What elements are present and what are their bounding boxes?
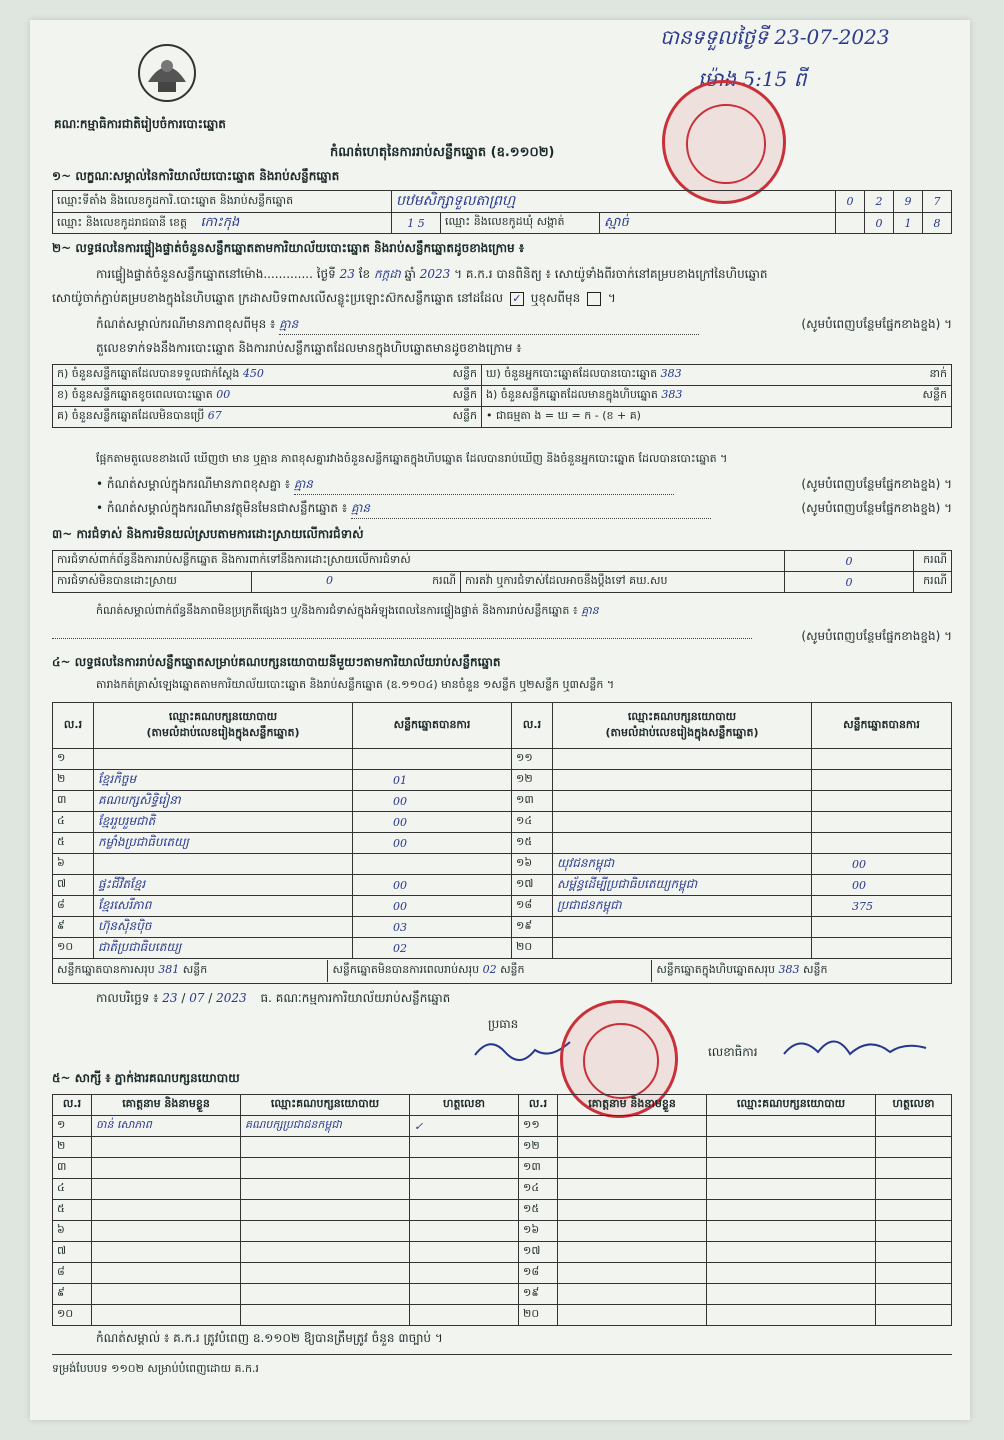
commune-code: 0: [865, 213, 894, 234]
witness-signature: [876, 1221, 952, 1242]
witness-no: ១១: [519, 1116, 558, 1137]
rows-intro: តួលេខទាក់ទងនឹងការបោះឆ្នោត និងការរាប់សន្លឹកឆ្នោតដែលមានក្នុងហិបឆ្នោតមានដូចខាងក្រោម ៖: [96, 341, 522, 355]
party-name: [553, 770, 812, 791]
witness-signature: [410, 1179, 519, 1200]
witness-name: [92, 1179, 241, 1200]
total-invalid-cell: សន្លឹកឆ្នោតមិនបានការពេលរាប់សរុប 02 សន្លឹក: [328, 960, 652, 982]
province-code: 5: [417, 216, 425, 230]
witness-signature: [410, 1263, 519, 1284]
month-value: កក្កដា: [374, 267, 401, 281]
party-no: ៦: [53, 854, 94, 875]
witness-no: ១៩: [519, 1284, 558, 1305]
party-votes: 01: [353, 770, 512, 791]
witness-name: [558, 1305, 707, 1326]
party-name: ជាតិប្រជាធិបតេយ្យ: [94, 938, 353, 959]
witness-no: ៧: [53, 1242, 92, 1263]
witness-no: ២: [53, 1137, 92, 1158]
party-votes: 03: [353, 917, 512, 938]
place-value: បឋមសិក្សាទួលតាព្រហ្ម: [392, 191, 836, 213]
witness-no: ១៣: [519, 1158, 558, 1179]
witness-no: ៤: [53, 1179, 92, 1200]
witness-party: [707, 1200, 876, 1221]
witness-signature: [410, 1284, 519, 1305]
discrepancy-note: • កំណត់សម្គាល់ក្នុងករណីមានភាពខុសគ្នា ៖ គ្មាន (សូមបំពេញបន្ថែមផ្នែកខាងខ្នង) ។: [96, 476, 952, 495]
party-no: ១៥: [512, 833, 553, 854]
total-valid: 381: [158, 963, 180, 976]
party-name: [553, 749, 812, 770]
appeal-label: ការតវ៉ា ឬការជំទាស់ដែលអាចនឹងប្តឹងទៅ គឃ.សប: [461, 572, 785, 593]
witness-party: គណបក្សប្រជាជនកម្ពុជា: [241, 1116, 410, 1137]
chair-label: ប្រធាន: [488, 1017, 519, 1031]
party-no: ១០: [53, 938, 94, 959]
party-no: ១៦: [512, 854, 553, 875]
witness-party: [241, 1284, 410, 1305]
party-name: [553, 938, 812, 959]
witness-name: [558, 1179, 707, 1200]
official-seal: [662, 80, 786, 204]
witness-no: ១: [53, 1116, 92, 1137]
formula: • ជាធម្មតា ង = ឃ = ក - (ខ + គ): [482, 407, 952, 428]
witness-signature: [410, 1305, 519, 1326]
party-name: ផ្ទះជីវិតខ្មែរ: [94, 875, 353, 896]
witness-no: ៣: [53, 1158, 92, 1179]
party-votes: 00: [353, 791, 512, 812]
form-page: [30, 20, 970, 1420]
witness-party: [241, 1242, 410, 1263]
table-row: [53, 917, 952, 938]
witness-signature: [876, 1305, 952, 1326]
total-box-cell: សន្លឹកឆ្នោតក្នុងហិបឆ្នោតសរុប 383 សន្លឹក: [656, 963, 828, 976]
witness-name: [92, 1158, 241, 1179]
table-row: [53, 1179, 952, 1200]
witness-name: [558, 1158, 707, 1179]
witness-name: [92, 1305, 241, 1326]
secretary-label: លេខាធិការ: [708, 1045, 758, 1059]
difference-note: កំណត់សម្គាល់ករណីមានភាពខុសពីមុន ៖ គ្មាន (សូមបំពេញបន្ថែមផ្នែកខាងខ្នង) ។: [96, 316, 952, 335]
party-no: ១៨: [512, 896, 553, 917]
table-row: [53, 791, 952, 812]
appeal-count: 0: [785, 572, 914, 593]
witness-no: ១៨: [519, 1263, 558, 1284]
witness-name: [92, 1221, 241, 1242]
irregularity-note: កំណត់សម្គាល់ពាក់ព័ន្ធនឹងភាពមិនប្រក្រតីផ្សេងៗ ឬ/និងការជំទាស់ក្នុងអំឡុងពេលនៃការផ្ទៀងផ្ទាត់ និងការរាប់សន្លឹកឆ្នោត ៖ គ្មាន: [96, 604, 599, 617]
party-no: ១១: [512, 749, 553, 770]
date-year: 2023: [216, 991, 247, 1005]
section2-title: ២~ លទ្ធផលនៃការផ្ទៀងផ្ទាត់ចំនួនសន្លឹកឆ្នោតតាមការិយាល័យបោះឆ្នោត និងរាប់សន្លឹកឆ្នោតដូចខាងក្រោម ៖: [52, 241, 525, 255]
witness-party: [241, 1263, 410, 1284]
witness-signature: [876, 1116, 952, 1137]
foreign-object-note-value: គ្មាន: [351, 500, 711, 519]
witness-party: [241, 1305, 410, 1326]
province-label: ឈ្មោះ និងលេខកូដរាជធានី ខេត្ត: [57, 215, 187, 229]
objection-label: ការជំទាស់ពាក់ព័ន្ធនឹងការរាប់សន្លឹកឆ្នោត និងការពាក់ទៅនឹងការដោះស្រាយលើការជំទាស់: [53, 551, 785, 572]
party-no: ១២: [512, 770, 553, 791]
compare-line: ផ្អែកតាមតួលេខខាងលើ ឃើញថា មាន ឬគ្មាន ភាពខុសគ្នារវាងចំនួនសន្លឹកឆ្នោតក្នុងហិបឆ្នោត ដែលបានរាប់ឃើញ និងចំនួនអ្នកបោះឆ្នោត ដែលបានបោះឆ្នោត ។: [96, 452, 728, 465]
section3-title: ៣~ ការជំទាស់ និងការមិនយល់ស្របតាមការដោះស្រាយលើការជំទាស់: [52, 527, 364, 541]
seal-check-line: សោយ៉ូចាក់ភ្ជាប់គម្របខាងក្នុងនៃហិបឆ្នោត ក្រដាសបិទពាសលើសន្លូះប្រឡោះស៊កសន្លឹកឆ្នោត នៅដដែល ✓ ឬខុសពីមុន ។: [52, 291, 616, 305]
table-row: [53, 854, 952, 875]
party-name: [553, 833, 812, 854]
witness-signature: [876, 1137, 952, 1158]
party-votes: 00: [353, 896, 512, 917]
witness-no: ១០: [53, 1305, 92, 1326]
witness-party: [707, 1263, 876, 1284]
party-name: ប្រជាជនកម្ពុជា: [553, 896, 812, 917]
voters-count: 383: [660, 367, 682, 380]
witness-rows: [53, 1116, 952, 1326]
witness-party: [707, 1179, 876, 1200]
col-no: ល.រ: [53, 703, 94, 749]
province-code: 1: [407, 216, 415, 230]
objection-table: ការជំទាស់ពាក់ព័ន្ធនឹងការរាប់សន្លឹកឆ្នោត និងការពាក់ទៅនឹងការដោះស្រាយលើការជំទាស់ 0 ករណី ការជំទាស់មិនបានដោះស្រាយ 0 ករណី ការតវ៉ា ឬការជំទាស់ដែលអាចនឹងប្តឹងទៅ គឃ.សប 0 ករណី: [52, 550, 952, 593]
unchanged-checkbox[interactable]: ✓: [510, 292, 524, 306]
witness-name: [558, 1221, 707, 1242]
witness-signature: [410, 1158, 519, 1179]
ballot-count-table: ក) ចំនួនសន្លឹកឆ្នោតដែលបានទទួលជាក់ស្តែង 450 សន្លឹក ឃ) ចំនួនអ្នកបោះឆ្នោតដែលបានបោះឆ្នោត 383 នាក់ ខ) ចំនួនសន្លឹកឆ្នោតខូចពេលបោះឆ្នោត 00 សន្លឹក ង) ចំនួនសន្លឹកឆ្នោតដែលមានក្នុងហិបឆ្នោត 383 សន្លឹក គ) ចំនួនសន្លឹកឆ្នោតដែលមិនបានប្រើ 67 សន្លឹក • ជាធម្មតា ង = ឃ = ក - (ខ + គ): [52, 364, 952, 428]
witness-party: [707, 1284, 876, 1305]
table-row: [53, 938, 952, 959]
party-votes: [812, 791, 952, 812]
witness-party: [707, 1242, 876, 1263]
party-votes: 02: [353, 938, 512, 959]
received-count: 450: [242, 367, 264, 380]
unresolved-label: ការជំទាស់មិនបានដោះស្រាយ: [53, 572, 252, 593]
table-row: [53, 896, 952, 917]
place-label: ឈ្មោះទីតាំង និងលេខកូដការិ.បោះឆ្នោត និងរាប់សន្លឹកឆ្នោត: [53, 191, 392, 213]
party-votes: [812, 812, 952, 833]
witness-name: [558, 1263, 707, 1284]
code-digit: 9: [894, 191, 923, 213]
witness-name: [92, 1137, 241, 1158]
witness-signature: [876, 1179, 952, 1200]
party-no: ៩: [53, 917, 94, 938]
witness-signature: [876, 1263, 952, 1284]
received-note: បានទទួលថ្ងៃទី 23-07-2023: [660, 25, 890, 49]
irregularity-fill-line: (សូមបំពេញបន្ថែមផ្នែកខាងខ្នង) ។: [52, 628, 952, 646]
party-name: យុវជនកម្ពុជា: [553, 854, 812, 875]
table-row: [53, 770, 952, 791]
party-votes: [812, 770, 952, 791]
difference-note-value: គ្មាន: [279, 316, 699, 335]
witness-no: ៨: [53, 1263, 92, 1284]
party-name: គណបក្សសិទ្ធិរៀនា: [94, 791, 353, 812]
witness-no: ៦: [53, 1221, 92, 1242]
witness-party: [707, 1305, 876, 1326]
party-name: ខ្មែរកិច្ចម: [94, 770, 353, 791]
table-row: [53, 875, 952, 896]
witness-name: [92, 1242, 241, 1263]
witness-name: [558, 1116, 707, 1137]
results-rows: [53, 749, 952, 959]
location-table: [52, 190, 952, 234]
commune-code: 1: [894, 213, 923, 234]
form-title: កំណត់ហេតុនៃការរាប់សន្លឹកឆ្នោត (ឧ.១១០២): [330, 145, 555, 160]
committee-name: គណៈកម្មាធិការជាតិរៀបចំការបោះឆ្នោត: [54, 117, 226, 131]
table-row: [53, 1137, 952, 1158]
party-no: ៥: [53, 833, 94, 854]
party-name: [553, 917, 812, 938]
objection-count: 0: [785, 551, 914, 572]
verification-line: ការផ្ទៀងផ្ទាត់ចំនួនសន្លឹកឆ្នោតនៅម៉ោង............. ថ្ងៃទី 23 ខែ កក្កដា ឆ្នាំ 2023 ។ គ.ក.រ បានពិនិត្យ ៖ សោយ៉ូទាំងពីរចាក់នៅគម្របខាងក្រៅនៃហិបឆ្នោត: [96, 267, 768, 281]
party-votes: [353, 854, 512, 875]
party-name: ខ្មែរសេរីភាព: [94, 896, 353, 917]
party-name: ហ៊ុនស៊ិនប៉ិច: [94, 917, 353, 938]
witness-party: [241, 1200, 410, 1221]
table-row: [53, 833, 952, 854]
party-votes: 00: [353, 812, 512, 833]
witness-signature: [410, 1242, 519, 1263]
changed-checkbox[interactable]: [587, 292, 601, 306]
witness-no: ៥: [53, 1200, 92, 1221]
party-no: ១: [53, 749, 94, 770]
commune-code: 8: [923, 213, 952, 234]
party-no: ១៩: [512, 917, 553, 938]
party-name: ខ្មែររួបរួមជាតិ: [94, 812, 353, 833]
party-no: ២០: [512, 938, 553, 959]
table-row: [53, 1263, 952, 1284]
witness-no: ១២: [519, 1137, 558, 1158]
party-no: ៨: [53, 896, 94, 917]
party-name: [94, 854, 353, 875]
party-votes: [812, 938, 952, 959]
witness-name: ចាន់ សោភាព: [92, 1116, 241, 1137]
footer-divider: [52, 1354, 952, 1355]
day-value: 23: [339, 267, 355, 281]
total-valid-cell: សន្លឹកឆ្នោតបានការសរុប 381 សន្លឹក: [53, 960, 328, 982]
party-no: ១៧: [512, 875, 553, 896]
code-digit: 2: [865, 191, 894, 213]
party-votes: [812, 917, 952, 938]
party-no: ១៤: [512, 812, 553, 833]
witness-party: [241, 1158, 410, 1179]
witness-name: [558, 1242, 707, 1263]
commune-label: ឈ្មោះ និងលេខកូដឃុំ សង្កាត់: [441, 213, 600, 234]
table-row: [53, 1200, 952, 1221]
witness-signature: ✓: [410, 1116, 519, 1137]
table-row: [53, 749, 952, 770]
party-votes: 00: [812, 854, 952, 875]
witness-party: [707, 1221, 876, 1242]
party-votes: 00: [353, 875, 512, 896]
irregularity-note-value: គ្មាន: [581, 604, 599, 617]
bottom-note: ទម្រង់បែបបទ ១១០២ សម្រាប់បំពេញដោយ គ.ក.រ: [52, 1362, 259, 1375]
party-name: [553, 791, 812, 812]
date-month: 07: [189, 991, 205, 1005]
secretary-signature: [780, 1024, 930, 1068]
date-line: កាលបរិច្ឆេទ ៖ 23 / 07 / 2023 ធ. គណៈកម្មការការិយាល័យរាប់សន្លឹកឆ្នោត: [96, 991, 451, 1005]
party-name: [94, 749, 353, 770]
unresolved-count: 0: [326, 574, 333, 587]
emblem-icon: [136, 42, 198, 104]
code-digit: 7: [923, 191, 952, 213]
witness-no: ៩: [53, 1284, 92, 1305]
commune-value: ស្មាច់: [600, 213, 836, 234]
witness-name: [92, 1284, 241, 1305]
total-box: 383: [778, 963, 800, 976]
party-name: [553, 812, 812, 833]
section1-title: ១~ លក្ខណៈសម្គាល់នៃការិយាល័យបោះឆ្នោត និងរាប់សន្លឹកឆ្នោត: [52, 169, 340, 183]
foreign-object-note: • កំណត់សម្គាល់ក្នុងករណីមានវត្ថុមិនមែនជាសន្លឹកឆ្នោត ៖ គ្មាន (សូមបំពេញបន្ថែមផ្នែកខាងខ្នង) ។: [96, 500, 952, 519]
witness-name: [558, 1200, 707, 1221]
witness-party: [707, 1116, 876, 1137]
witness-name: [558, 1284, 707, 1305]
witness-party: [241, 1179, 410, 1200]
box-count: 383: [661, 388, 683, 401]
party-votes: [812, 833, 952, 854]
witness-name: [558, 1137, 707, 1158]
discrepancy-note-value: គ្មាន: [294, 476, 674, 495]
witness-signature: [876, 1200, 952, 1221]
witness-signature: [410, 1200, 519, 1221]
witness-no: ១៧: [519, 1242, 558, 1263]
witness-signature: [876, 1242, 952, 1263]
party-no: ៤: [53, 812, 94, 833]
party-votes: [812, 749, 952, 770]
party-no: ៣: [53, 791, 94, 812]
section4-title: ៤~ លទ្ធផលនៃការរាប់សន្លឹកឆ្នោតសម្រាប់គណបក្សនយោបាយនីមួយៗតាមការិយាល័យរាប់សន្លឹកឆ្នោត: [52, 655, 501, 669]
witness-signature: [876, 1158, 952, 1179]
received-time: ម៉ោង 5:15 ពី: [698, 67, 807, 91]
party-no: ៧: [53, 875, 94, 896]
witness-no: ១៥: [519, 1200, 558, 1221]
party-name: សម្ព័ន្ធដើម្បីប្រជាធិបតេយ្យកម្ពុជា: [553, 875, 812, 896]
party-no: ២: [53, 770, 94, 791]
party-name: កម្លាំងប្រជាធិបតេយ្យ: [94, 833, 353, 854]
witness-no: ១៦: [519, 1221, 558, 1242]
party-votes: 00: [353, 833, 512, 854]
witness-table: ល.រ គោត្តនាម និងនាមខ្លួន ឈ្មោះគណបក្សនយោបាយ ហត្ថលេខា ល.រ គោត្តនាម និងនាមខ្លួន ឈ្មោះគណបក្សនយោបាយ ហត្ថលេខា ១ ចាន់ សោភាព គណបក្សប្រជាជនកម្ពុជា ✓ ១១ ២ ១២ ៣ ១៣ ៤ ១៤ ៥ ១៥ ៦ ១៦ ៧ ១៧ ៨ ១៨ ៩ ១៩ ១០ ២០: [52, 1094, 952, 1326]
witness-name: [92, 1263, 241, 1284]
table-row: [53, 1242, 952, 1263]
table-row: [53, 1116, 952, 1137]
witness-signature: [876, 1284, 952, 1305]
footer-note: កំណត់សម្គាល់ ៖ គ.ក.រ ត្រូវបំពេញ ឧ.១១០២ ឱ្យបានត្រឹមត្រូវ ចំនួន ៣ច្បាប់ ។: [96, 1331, 443, 1345]
date-day: 23: [162, 991, 178, 1005]
code-digit: 0: [836, 191, 865, 213]
witness-party: [707, 1158, 876, 1179]
witness-party: [241, 1137, 410, 1158]
table-row: [53, 812, 952, 833]
spoiled-count: 00: [216, 388, 231, 401]
unused-count: 67: [207, 409, 222, 422]
witness-signature: [410, 1137, 519, 1158]
total-invalid: 02: [482, 963, 497, 976]
witness-party: [707, 1137, 876, 1158]
year-value: 2023: [419, 267, 451, 281]
witness-party: [241, 1221, 410, 1242]
province-value: កោះកុង: [200, 214, 240, 230]
results-table: ល.រ ឈ្មោះគណបក្សនយោបាយ (តាមលំដាប់លេខរៀងក្នុងសន្លឹកឆ្នោត) សន្លឹកឆ្នោតបានការ ល.រ ឈ្មោះគណបក្សនយោបាយ (តាមលំដាប់លេខរៀងក្នុងសន្លឹកឆ្នោត) សន្លឹកឆ្នោតបានការ ១ ១១ ២ ខ្មែរកិច្ចម 01 ១២ ៣ គណបក្សសិទ្ធិរៀនា 00 ១៣ ៤ ខ្មែររួបរួមជាតិ 00 ១៤ ៥ កម្លាំងប្រជាធិបតេយ្យ 00 ១៥ ៦ ១៦ យុវជនកម្ពុជា 00 ៧ ផ្ទះជីវិតខ្មែរ 00 ១៧ សម្ព័ន្ធដើម្បីប្រជាធិបតេយ្យកម្ពុជា 00 ៨ ខ្មែរសេរីភាព 00 ១៨ ប្រជាជនកម្ពុជា 375 ៩ ហ៊ុនស៊ិនប៉ិច 03 ១៩ ១០ ជាតិប្រជាធិបតេយ្យ 02 ២០ សន្លឹកឆ្នោតបានការសរុប 381 សន្លឹក សន្លឹកឆ្នោតមិនបានការពេលរាប់សរុប 02 សន្លឹក សន្លឹកឆ្នោតក្នុងហិបឆ្នោតសរុប 383 សន្លឹក: [52, 702, 952, 984]
witness-no: ១៤: [519, 1179, 558, 1200]
witness-name: [92, 1200, 241, 1221]
witness-no: ២០: [519, 1305, 558, 1326]
table-row: [53, 1221, 952, 1242]
tally-sheet-note: តារាងកត់ត្រាសំឡេងឆ្នោតតាមការិយាល័យបោះឆ្នោត និងរាប់សន្លឹកឆ្នោត (ឧ.១១០៤) មានចំនួន ១សន្លឹក ឬ២សន្លឹក ឬ៣សន្លឹក ។: [96, 678, 615, 691]
party-votes: 375: [812, 896, 952, 917]
table-row: [53, 1305, 952, 1326]
section5-title: ៥~ សាក្សី ៖ ភ្នាក់ងារគណបក្សនយោបាយ: [52, 1071, 240, 1085]
table-row: [53, 1284, 952, 1305]
witness-signature: [410, 1221, 519, 1242]
party-no: ១៣: [512, 791, 553, 812]
party-votes: [353, 749, 512, 770]
table-row: [53, 1158, 952, 1179]
party-votes: 00: [812, 875, 952, 896]
